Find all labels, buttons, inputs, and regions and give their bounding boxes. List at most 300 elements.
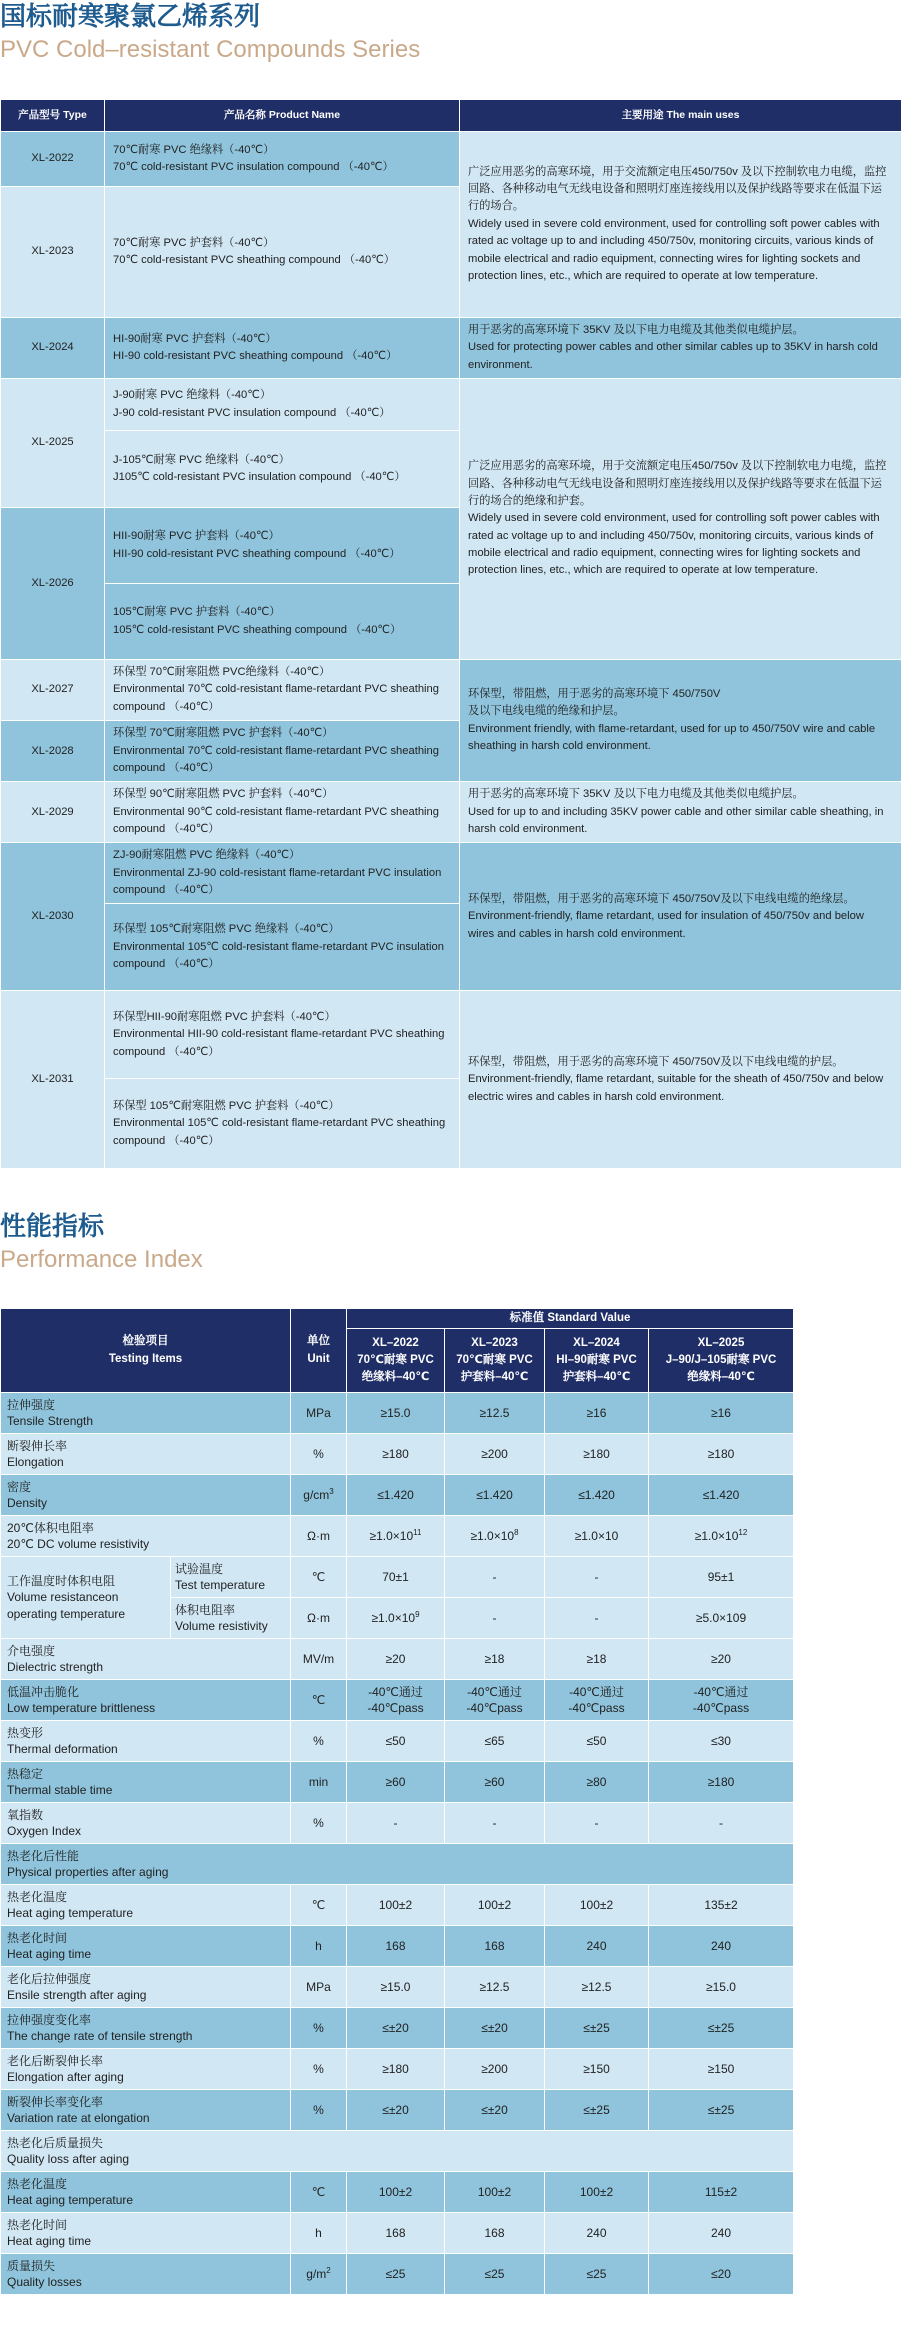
value-cell (445, 2213, 545, 2254)
value: 135±2 (704, 1897, 738, 1912)
value-cell (347, 1680, 445, 1721)
value: ≥20 (711, 1651, 731, 1666)
product-use (460, 782, 901, 843)
item-name-en: Oxygen Index (7, 1824, 82, 1838)
value-cell (649, 1434, 794, 1475)
item-label (1, 2049, 291, 2090)
value-cell (649, 1721, 794, 1762)
value-cell (545, 2172, 649, 2213)
item-name-en: Dielectric strength (7, 1660, 104, 1674)
value: 168 (484, 2225, 505, 2240)
item-name-en: Heat aging temperature (7, 1906, 134, 1920)
value-cell (545, 2254, 649, 2295)
column-header-line: 护套料–40℃ (460, 1371, 529, 1384)
value-cell (545, 1598, 649, 1639)
value: - (492, 1815, 497, 1830)
column-header-line: 70℃耐寒 PVC (456, 1353, 533, 1366)
value: ≤65 (484, 1733, 505, 1748)
product-name (105, 318, 460, 379)
value-cell (545, 2049, 649, 2090)
unit-header (291, 1309, 347, 1393)
product-use (460, 843, 901, 991)
item-label (1, 1967, 291, 2008)
item-name-en: Volume resistivity (175, 1619, 268, 1633)
value: ≥1.0×10 (470, 1528, 515, 1543)
unit-cell (291, 1598, 347, 1639)
value: 100±2 (378, 1897, 413, 1912)
value: ≥80 (586, 1774, 607, 1789)
value: 115±2 (704, 2184, 738, 2199)
value-cell (649, 1557, 794, 1598)
unit: % (313, 2102, 324, 2117)
value: - (594, 1569, 599, 1584)
use-en: Used for up to and including 35KV power cable and other similar cable sheathing, in harsh cold environment. (468, 805, 884, 835)
value: ≥180 (707, 1774, 735, 1789)
item-label (1, 2254, 291, 2295)
item-name-en: Heat aging time (7, 1947, 92, 1961)
value: ≥180 (382, 1446, 409, 1461)
item-label (1, 1475, 291, 1516)
product-use (460, 660, 901, 782)
value: ≥180 (583, 1446, 610, 1461)
item-label (1, 2172, 291, 2213)
value-cell (445, 2172, 545, 2213)
unit-cell (291, 2254, 347, 2295)
name-en: HII-90 cold-resistant PVC sheathing compound （-40℃） (113, 547, 401, 560)
item-name-cn: 热稳定 (7, 1766, 44, 1781)
item-name-cn: 介电强度 (7, 1643, 56, 1658)
table-row (1, 2172, 794, 2213)
name-cn: HII-90耐寒 PVC 护套料（-40℃） (113, 530, 280, 543)
name-en: Environmental 70℃ cold-resistant flame-retardant PVC sheathing compound （-40℃） (113, 744, 439, 774)
product-code: XL-2022 (1, 132, 105, 187)
item-name-cn: 质量损失 (7, 2258, 56, 2273)
value-cell (347, 1598, 445, 1639)
item-label (1, 2213, 291, 2254)
value-cell (445, 1803, 545, 1844)
column-header-line: XL–2025 (697, 1336, 745, 1349)
value: ≥16 (711, 1405, 731, 1420)
use-cn: 及以下电线电缆的绝缘和护层。 (468, 705, 625, 718)
name-en: J-90 cold-resistant PVC insulation compound （-40℃） (113, 406, 391, 419)
name-en: Environmental HII-90 cold-resistant flame-retardant PVC sheathing compound （-40℃） (113, 1028, 445, 1058)
item-name-cn: 热变形 (7, 1725, 44, 1740)
value: -40℃通过 (693, 1684, 749, 1699)
section2-title-cn: 性能指标 (0, 1211, 105, 1241)
value-cell (545, 1885, 649, 1926)
name-en: Environmental ZJ-90 cold-resistant flame-retardant PVC insulation compound （-40℃） (113, 866, 442, 897)
product-name (105, 508, 460, 584)
unit-exponent: 3 (329, 1486, 334, 1496)
use-cn: 用于恶劣的高寒环境下 35KV 及以下电力电缆及其他类似电缆护层。 (468, 324, 804, 336)
unit-cell (291, 1803, 347, 1844)
table-row (1, 1557, 794, 1598)
name-cn: ZJ-90耐寒阻燃 PVC 绝缘料（-40℃） (113, 849, 301, 862)
table-row (1, 1803, 794, 1844)
value-cell (445, 2090, 545, 2131)
value-cell (445, 1639, 545, 1680)
table-row (1, 1516, 794, 1557)
column-header-line: XL–2023 (471, 1336, 518, 1349)
value-cell (545, 1967, 649, 2008)
unit-cell (291, 1475, 347, 1516)
value-cell (649, 2090, 794, 2131)
name-en: 105℃ cold-resistant PVC sheathing compound （-40℃） (113, 623, 402, 636)
value-cell (545, 1557, 649, 1598)
value-cell (347, 1926, 445, 1967)
table-row (1, 2049, 794, 2090)
unit-cell (291, 1434, 347, 1475)
unit: % (313, 1815, 324, 1830)
item-name-en: Tensile Strength (7, 1414, 94, 1428)
value: ≥60 (385, 1774, 406, 1789)
value-cell (545, 2090, 649, 2131)
value-cell (649, 2172, 794, 2213)
value: ≤25 (385, 2266, 406, 2281)
value-cell (347, 1516, 445, 1557)
product-code: XL-2024 (1, 318, 105, 379)
unit-cell (291, 1967, 347, 2008)
unit-header-cn: 单位 (307, 1335, 330, 1348)
value: ≤25 (484, 2266, 505, 2281)
uses-header: 主要用途 The main uses (460, 100, 901, 132)
item-label (1, 1557, 171, 1639)
product-name (105, 991, 460, 1079)
value: ≤±25 (583, 2102, 610, 2117)
unit: ℃ (311, 1569, 326, 1584)
value: ≥150 (707, 2061, 735, 2076)
products-header-row (1, 100, 901, 132)
section1-title-cn: 国标耐寒聚氯乙烯系列 (0, 1, 261, 31)
standard-value-header: 标准值 Standard Value (347, 1309, 794, 1329)
value-cell (649, 2213, 794, 2254)
use-cn: 环保型，带阻燃，用于恶劣的高寒环境下 450/750V (468, 687, 721, 700)
product-code: XL-2026 (1, 508, 105, 660)
unit-cell (291, 1393, 347, 1434)
value-cell (649, 1598, 794, 1639)
unit: MV/m (302, 1651, 335, 1666)
value: ≤±25 (583, 2020, 610, 2035)
name-en: Environmental 105℃ cold-resistant flame-retardant PVC insulation compound （-40℃） (113, 940, 444, 971)
unit-cell (291, 1762, 347, 1803)
value: - (492, 1610, 497, 1625)
name-cn: 环保型 90℃耐寒阻燃 PVC 护套料（-40℃） (113, 788, 334, 801)
value-cell (649, 2254, 794, 2295)
product-use (460, 991, 901, 1169)
value: -40℃通过 (368, 1684, 423, 1699)
use-cn: 广泛应用恶劣的高寒环境，用于交流额定电压450/750v 及以下控制软电力电缆，监控回路、各种移动电气无线电设备和照明灯座连接线用以及保护线路等要求在低温下运行的场合的绝缘和护套。 (468, 460, 887, 508)
value: ≥200 (481, 2061, 508, 2076)
product-code: XL-2028 (1, 721, 105, 782)
value: ≤±20 (382, 2102, 409, 2117)
item-label (1, 1680, 291, 1721)
value: ≤25 (586, 2266, 607, 2281)
value-en: -40℃pass (466, 1701, 523, 1715)
value-cell (445, 1762, 545, 1803)
table-row (1, 2008, 794, 2049)
use-en: Widely used in severe cold environment, used for controlling soft power cables with rated ac voltage up to and including 450/750v, monitoring circuits, various kinds of mobile electrical and radio equipment, connecting wires for lighting sockets and protection lines, etc., which are required to operate at low temperature. (468, 512, 880, 577)
item-label (1, 1639, 291, 1680)
product-code: XL-2031 (1, 991, 105, 1169)
value-cell (347, 1639, 445, 1680)
product-code: XL-2029 (1, 782, 105, 843)
value: ≥15.0 (706, 1979, 736, 1994)
item-label (1, 1393, 291, 1434)
item-name-en: Low temperature brittleness (7, 1701, 156, 1715)
item-name-cn: 热老化后质量损失 (7, 2135, 104, 2150)
unit: ℃ (311, 1692, 326, 1707)
value: - (594, 1610, 599, 1625)
value-cell (545, 1762, 649, 1803)
use-en: Environment-friendly, flame retardant, suitable for the sheath of 450/750v and below electric wires and cables in harsh cold environment. (468, 1073, 884, 1103)
unit-cell (291, 1885, 347, 1926)
name-en: Environmental 70℃ cold-resistant flame-retardant PVC sheathing compound （-40℃） (113, 683, 439, 713)
table-row (1, 2090, 794, 2131)
value-cell (649, 1926, 794, 1967)
unit: g/cm (303, 1487, 330, 1502)
name-en: 70℃ cold-resistant PVC insulation compound （-40℃） (113, 161, 394, 173)
unit: min (308, 1774, 329, 1789)
value-cell (649, 1885, 794, 1926)
product-use (460, 379, 901, 660)
section-label (1, 1844, 794, 1885)
name-en: 70℃ cold-resistant PVC sheathing compound （-40℃） (113, 254, 395, 266)
value-cell (347, 1434, 445, 1475)
value: -40℃通过 (569, 1684, 624, 1699)
value-exponent: 11 (413, 1527, 422, 1537)
value-cell (347, 1885, 445, 1926)
item-name-cn: 老化后拉伸强度 (7, 1971, 92, 1986)
value: - (594, 1815, 599, 1830)
value: - (393, 1815, 398, 1830)
value-cell (445, 1557, 545, 1598)
value: ≥12.5 (479, 1405, 510, 1420)
unit-cell (291, 1680, 347, 1721)
product-name (105, 187, 460, 318)
column-header-line: J–90/J–105耐寒 PVC (665, 1353, 777, 1366)
name-cn: 70℃耐寒 PVC 绝缘料（-40℃） (113, 143, 275, 156)
item-name-en: Physical properties after aging (7, 1865, 169, 1879)
product-column-header (649, 1329, 794, 1393)
table-row (1, 1885, 794, 1926)
item-name-cn: 断裂伸长率变化率 (7, 2094, 104, 2109)
value: -40℃通过 (467, 1684, 522, 1699)
section1-title-en: PVC Cold–resistant Compounds Series (0, 36, 421, 63)
value-cell (445, 1475, 545, 1516)
unit: % (313, 2020, 324, 2035)
value-cell (347, 1721, 445, 1762)
item-name-cn: 工作温度时体积电阻 (7, 1574, 116, 1589)
value-cell (649, 1967, 794, 2008)
unit-cell (291, 2090, 347, 2131)
use-cn: 环保型，带阻燃，用于恶劣的高寒环境下 450/750V及以下电线电缆的护层。 (468, 1055, 844, 1068)
value: 240 (586, 2225, 607, 2240)
item-name-en: Elongation after aging (7, 2070, 124, 2084)
value: ≥1.0×10 (371, 1610, 416, 1625)
item-name-cn: 体积电阻率 (175, 1602, 236, 1617)
product-name (105, 584, 460, 660)
value: 100±2 (579, 1897, 614, 1912)
value-cell (347, 2090, 445, 2131)
item-name-en: 20℃ DC volume resistivity (7, 1537, 150, 1551)
unit-cell (291, 1557, 347, 1598)
item-label (1, 1434, 291, 1475)
table-row (1, 1926, 794, 1967)
value-cell (649, 1639, 794, 1680)
sub-item-label (171, 1598, 291, 1639)
column-header-line: 绝缘料–40℃ (361, 1371, 430, 1384)
unit-cell (291, 1639, 347, 1680)
name-header: 产品名称 Product Name (105, 100, 460, 132)
use-en: Environment friendly, with flame-retardant, used for up to 450/750V wire and cable sheathing in harsh cold environment. (468, 722, 876, 753)
unit: Ω·m (307, 1610, 330, 1625)
value: ≤50 (586, 1733, 607, 1748)
item-header-en: Testing Items (108, 1352, 183, 1365)
value-cell (545, 1680, 649, 1721)
value: ≤1.420 (578, 1487, 615, 1502)
value-cell (545, 1721, 649, 1762)
unit-cell (291, 2213, 347, 2254)
value: ≥18 (586, 1651, 607, 1666)
value-cell (445, 1516, 545, 1557)
value-cell (545, 1475, 649, 1516)
unit: % (313, 1733, 324, 1748)
name-cn: J-105℃耐寒 PVC 绝缘料（-40℃） (113, 453, 290, 466)
name-en: J105℃ cold-resistant PVC insulation compound （-40℃） (113, 471, 406, 484)
products-table (0, 99, 901, 1169)
value-cell (649, 1762, 794, 1803)
product-code: XL-2027 (1, 660, 105, 721)
value-cell (445, 2008, 545, 2049)
unit: % (313, 2061, 324, 2076)
value: ≤±25 (707, 2020, 735, 2035)
value: ≤1.420 (377, 1487, 414, 1502)
unit: ℃ (311, 2184, 326, 2199)
section-row (1, 2131, 794, 2172)
value-cell (347, 2008, 445, 2049)
perf-header-row (1, 1309, 794, 1329)
value: ≥180 (382, 2061, 409, 2076)
unit: Ω·m (307, 1528, 330, 1543)
item-name-cn: 断裂伸长率 (7, 1438, 68, 1453)
table-row (1, 2254, 794, 2295)
value: ≥18 (484, 1651, 505, 1666)
value-en: -40℃pass (367, 1701, 424, 1715)
performance-table (0, 1308, 794, 2295)
item-name-cn: 热老化时间 (7, 1930, 68, 1945)
value: ≥15.0 (380, 1405, 411, 1420)
value: ≥15.0 (380, 1979, 411, 1994)
item-label (1, 1885, 291, 1926)
value-exponent: 12 (738, 1527, 748, 1537)
value-cell (445, 1598, 545, 1639)
value: ≥20 (385, 1651, 406, 1666)
table-row (1, 1639, 794, 1680)
value: 100±2 (477, 2184, 512, 2199)
column-header-line: 70℃耐寒 PVC (357, 1353, 434, 1366)
table-row (1, 1680, 794, 1721)
item-label (1, 1803, 291, 1844)
item-name-en: Ensile strength after aging (7, 1988, 147, 2002)
value: 168 (484, 1938, 505, 1953)
item-label (1, 2008, 291, 2049)
value-cell (649, 2008, 794, 2049)
table-row (1, 1434, 794, 1475)
value-en: -40℃pass (568, 1701, 625, 1715)
product-use (460, 318, 901, 379)
value-cell (347, 1475, 445, 1516)
product-name (105, 431, 460, 508)
section2-title-en: Performance Index (0, 1246, 203, 1273)
unit: MPa (306, 1979, 331, 1994)
value-en: -40℃pass (692, 1701, 750, 1715)
product-name (105, 782, 460, 843)
product-name (105, 132, 460, 187)
item-name-cn: 热老化时间 (7, 2217, 68, 2232)
product-name (105, 904, 460, 991)
item-name-en: Quality loss after aging (7, 2152, 130, 2166)
value: ≥60 (484, 1774, 505, 1789)
item-label (1, 1762, 291, 1803)
product-name (105, 660, 460, 721)
value-cell (545, 1926, 649, 1967)
name-cn: HI-90耐寒 PVC 护套料（-40℃） (113, 332, 277, 345)
product-use (460, 132, 901, 318)
value: 168 (385, 1938, 406, 1953)
value: - (492, 1569, 497, 1584)
testing-items-header (1, 1309, 291, 1393)
value-cell (347, 2254, 445, 2295)
value-cell (347, 1803, 445, 1844)
value: ≤±20 (382, 2020, 409, 2035)
value-cell (545, 1639, 649, 1680)
value: 95±1 (707, 1569, 735, 1584)
value: 100±2 (477, 1897, 512, 1912)
value-cell (445, 1680, 545, 1721)
item-name-cn: 拉伸强度 (7, 1397, 56, 1412)
value-cell (445, 1967, 545, 2008)
name-cn: 环保型 70℃耐寒阻燃 PVC 护套料（-40℃） (113, 727, 334, 740)
value-cell (545, 2008, 649, 2049)
unit-cell (291, 1721, 347, 1762)
unit-cell (291, 2049, 347, 2090)
value-cell (445, 2254, 545, 2295)
item-label (1, 1516, 291, 1557)
item-name-en: Thermal deformation (7, 1742, 118, 1756)
unit-cell (291, 2008, 347, 2049)
product-name (105, 721, 460, 782)
name-cn: J-90耐寒 PVC 绝缘料（-40℃） (113, 389, 272, 402)
item-name-en: Heat aging temperature (7, 2193, 134, 2207)
item-label (1, 2090, 291, 2131)
name-en: HI-90 cold-resistant PVC sheathing compound （-40℃） (113, 350, 398, 363)
value-cell (649, 1393, 794, 1434)
use-en: Environment-friendly, flame retardant, used for insulation of 450/750v and below wires and cables in harsh cold environment. (468, 910, 864, 940)
use-en: Widely used in severe cold environment, used for controlling soft power cables with rated ac voltage up to and including 450/750v, monitoring circuits, various kinds of mobile electrical and radio equipment, connecting wires for lighting sockets and protection lines, etc., which are required to operate at low temperature. (468, 217, 880, 282)
item-header-cn: 检验项目 (122, 1335, 169, 1348)
value-cell (445, 2049, 545, 2090)
unit: MPa (306, 1405, 331, 1420)
value: ≤±20 (481, 2102, 508, 2117)
section-row (1, 1844, 794, 1885)
table-row (1, 1393, 794, 1434)
value: - (719, 1815, 724, 1830)
product-name (105, 843, 460, 904)
item-name-cn: 热老化温度 (7, 2176, 68, 2191)
value: ≤1.420 (702, 1487, 740, 1502)
type-header: 产品型号 Type (1, 100, 105, 132)
value: ≥1.0×10 (574, 1528, 619, 1543)
